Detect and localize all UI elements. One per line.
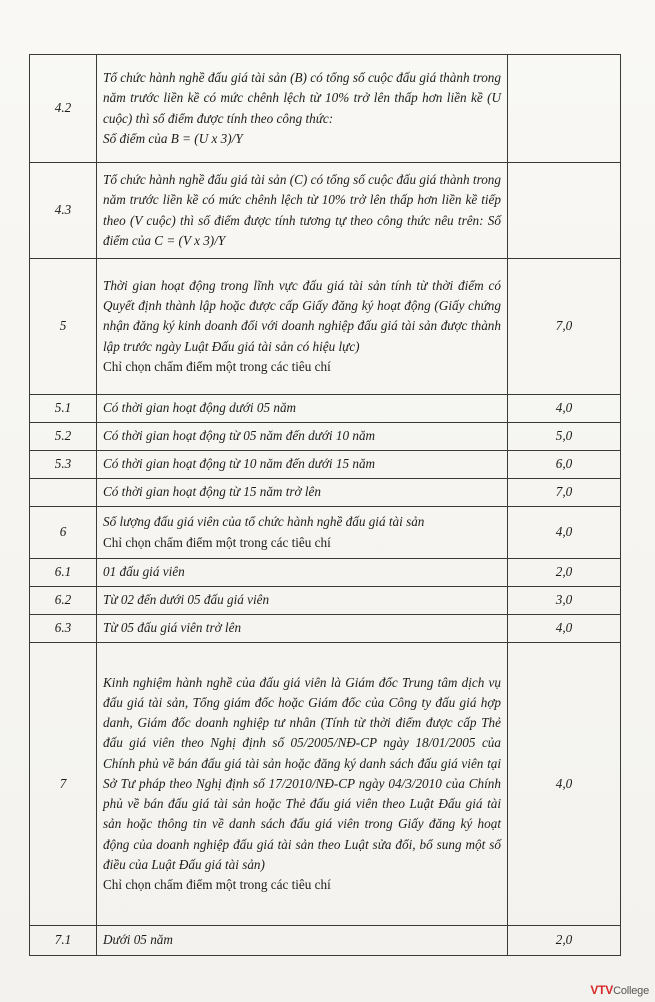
criterion-description xyxy=(97,559,508,587)
criterion-number: 5.2 xyxy=(30,423,97,451)
criterion-text: Chỉ chọn chấm điểm một trong các tiêu chí xyxy=(103,358,331,374)
criterion-description xyxy=(97,926,508,956)
criterion-number: 6.1 xyxy=(30,559,97,587)
criterion-number: 5.3 xyxy=(30,451,97,479)
criterion-points: 5,0 xyxy=(508,423,621,451)
criterion-number: 5 xyxy=(30,259,97,395)
criterion-text: Kinh nghiệm hành nghề của đấu giá viên là Giám đốc Trung tâm dịch vụ đấu giá tài sản, Tổng giám đốc hoặc Giám đốc của Công ty đấu giá hợp danh, Giám đốc doanh nghiệp tư nhân (Tính từ thời điểm được cấp Thẻ đấu giá viên theo Nghị định số 05/2005/NĐ-CP ngày 18/01/2005 của Chính phủ về bán đấu giá tài sản hoặc đăng ký danh sách đấu giá viên tại Sở Tư pháp theo Nghị định số 17/2010/NĐ-CP ngày 04/3/2010 của Chính phủ về bán đấu giá tài sản hoặc Thẻ đấu giá viên theo Luật Đấu giá tài sản hoặc thông tin về danh sách đấu giá viên trong Giấy đăng ký hoạt động của doanh nghiệp đấu giá tài sản theo Luật sửa đổi, bổ sung một số điều của Luật Đấu giá tài sản) xyxy=(103,674,501,872)
criterion-number: 6.2 xyxy=(30,587,97,615)
table-row xyxy=(30,479,621,507)
criterion-number: 6 xyxy=(30,507,97,559)
table-row xyxy=(30,423,621,451)
criterion-text: Có thời gian hoạt động từ 05 năm đến dưới 10 năm xyxy=(103,428,376,444)
criterion-description xyxy=(97,395,508,423)
criterion-text: Số điểm của B = (U x 3)/Y xyxy=(103,130,243,146)
criterion-text: Thời gian hoạt động trong lĩnh vực đấu giá tài sản tính từ thời điểm có Quyết định thành lập hoặc được cấp Giấy đăng ký hoạt động (Giấy chứng nhận đăng ký kinh doanh đối với doanh nghiệp đấu giá tài sản được thành lập trước ngày Luật Đấu giá tài sản có hiệu lực) xyxy=(103,277,501,354)
criterion-points: 7,0 xyxy=(508,479,621,507)
table-row xyxy=(30,451,621,479)
table-row xyxy=(30,559,621,587)
criterion-points: 4,0 xyxy=(508,507,621,559)
criterion-text: Chỉ chọn chấm điểm một trong các tiêu chí xyxy=(103,876,331,892)
table-row xyxy=(30,55,621,163)
table-row xyxy=(30,163,621,259)
table-row xyxy=(30,507,621,559)
logo-college-text: College xyxy=(613,985,649,997)
table-row xyxy=(30,587,621,615)
table-row xyxy=(30,615,621,643)
criterion-description xyxy=(97,259,508,395)
criterion-description xyxy=(97,451,508,479)
criterion-points: 7,0 xyxy=(508,259,621,395)
table-row xyxy=(30,395,621,423)
table-row xyxy=(30,926,621,956)
criterion-number: 4.2 xyxy=(30,55,97,163)
criterion-text: Có thời gian hoạt động từ 10 năm đến dưới 15 năm xyxy=(103,456,376,472)
criterion-number: 5.1 xyxy=(30,395,97,423)
criteria-table xyxy=(29,54,621,956)
criterion-text: Tổ chức hành nghề đấu giá tài sản (C) có tổng số cuộc đấu giá thành trong năm trước liền kề có mức chênh lệch từ 10% trở lên thấp hơn liền kề tiếp theo (V cuộc) thì số điểm được tính tương tự theo công thức nêu trên: Số điểm của C = (V x 3)/Y xyxy=(103,172,501,248)
criterion-description xyxy=(97,587,508,615)
criterion-number: 7.1 xyxy=(30,926,97,956)
criterion-points: 2,0 xyxy=(508,559,621,587)
criterion-description xyxy=(97,423,508,451)
criterion-description xyxy=(97,643,508,926)
criterion-text: Từ 02 đến dưới 05 đấu giá viên xyxy=(103,592,270,608)
criterion-points: 4,0 xyxy=(508,395,621,423)
criterion-description xyxy=(97,615,508,643)
criterion-points xyxy=(508,163,621,259)
criterion-description xyxy=(97,55,508,163)
criterion-text: Dưới 05 năm xyxy=(103,932,173,948)
criterion-number xyxy=(30,479,97,507)
criterion-text: Chỉ chọn chấm điểm một trong các tiêu chí xyxy=(103,534,331,550)
table-row xyxy=(30,259,621,395)
criterion-points: 3,0 xyxy=(508,587,621,615)
criterion-points: 6,0 xyxy=(508,451,621,479)
criterion-description xyxy=(97,163,508,259)
criterion-points: 2,0 xyxy=(508,926,621,956)
criterion-points xyxy=(508,55,621,163)
criterion-text: Số lượng đấu giá viên của tổ chức hành nghề đấu giá tài sản xyxy=(103,514,425,530)
criterion-number: 7 xyxy=(30,643,97,926)
criterion-text: Có thời gian hoạt động từ 15 năm trở lên xyxy=(103,484,321,500)
criterion-text: Có thời gian hoạt động dưới 05 năm xyxy=(103,400,297,416)
logo-vtv-text: VTV xyxy=(590,983,614,997)
criterion-number: 4.3 xyxy=(30,163,97,259)
criterion-text: 01 đấu giá viên xyxy=(103,564,185,580)
criterion-points: 4,0 xyxy=(508,643,621,926)
criterion-description xyxy=(97,479,508,507)
criterion-text: Từ 05 đấu giá viên trở lên xyxy=(103,620,242,636)
criterion-text: Tổ chức hành nghề đấu giá tài sản (B) có tổng số cuộc đấu giá thành trong năm trước liền kề có mức chênh lệch từ 10% trở lên thấp hơn liền kề (U cuộc) thì số điểm được tính theo công thức: xyxy=(103,70,501,126)
criteria-table-body xyxy=(30,55,621,956)
criterion-points: 4,0 xyxy=(508,615,621,643)
criterion-number: 6.3 xyxy=(30,615,97,643)
vtv-college-logo xyxy=(590,983,649,997)
criterion-description xyxy=(97,507,508,559)
table-row xyxy=(30,643,621,926)
